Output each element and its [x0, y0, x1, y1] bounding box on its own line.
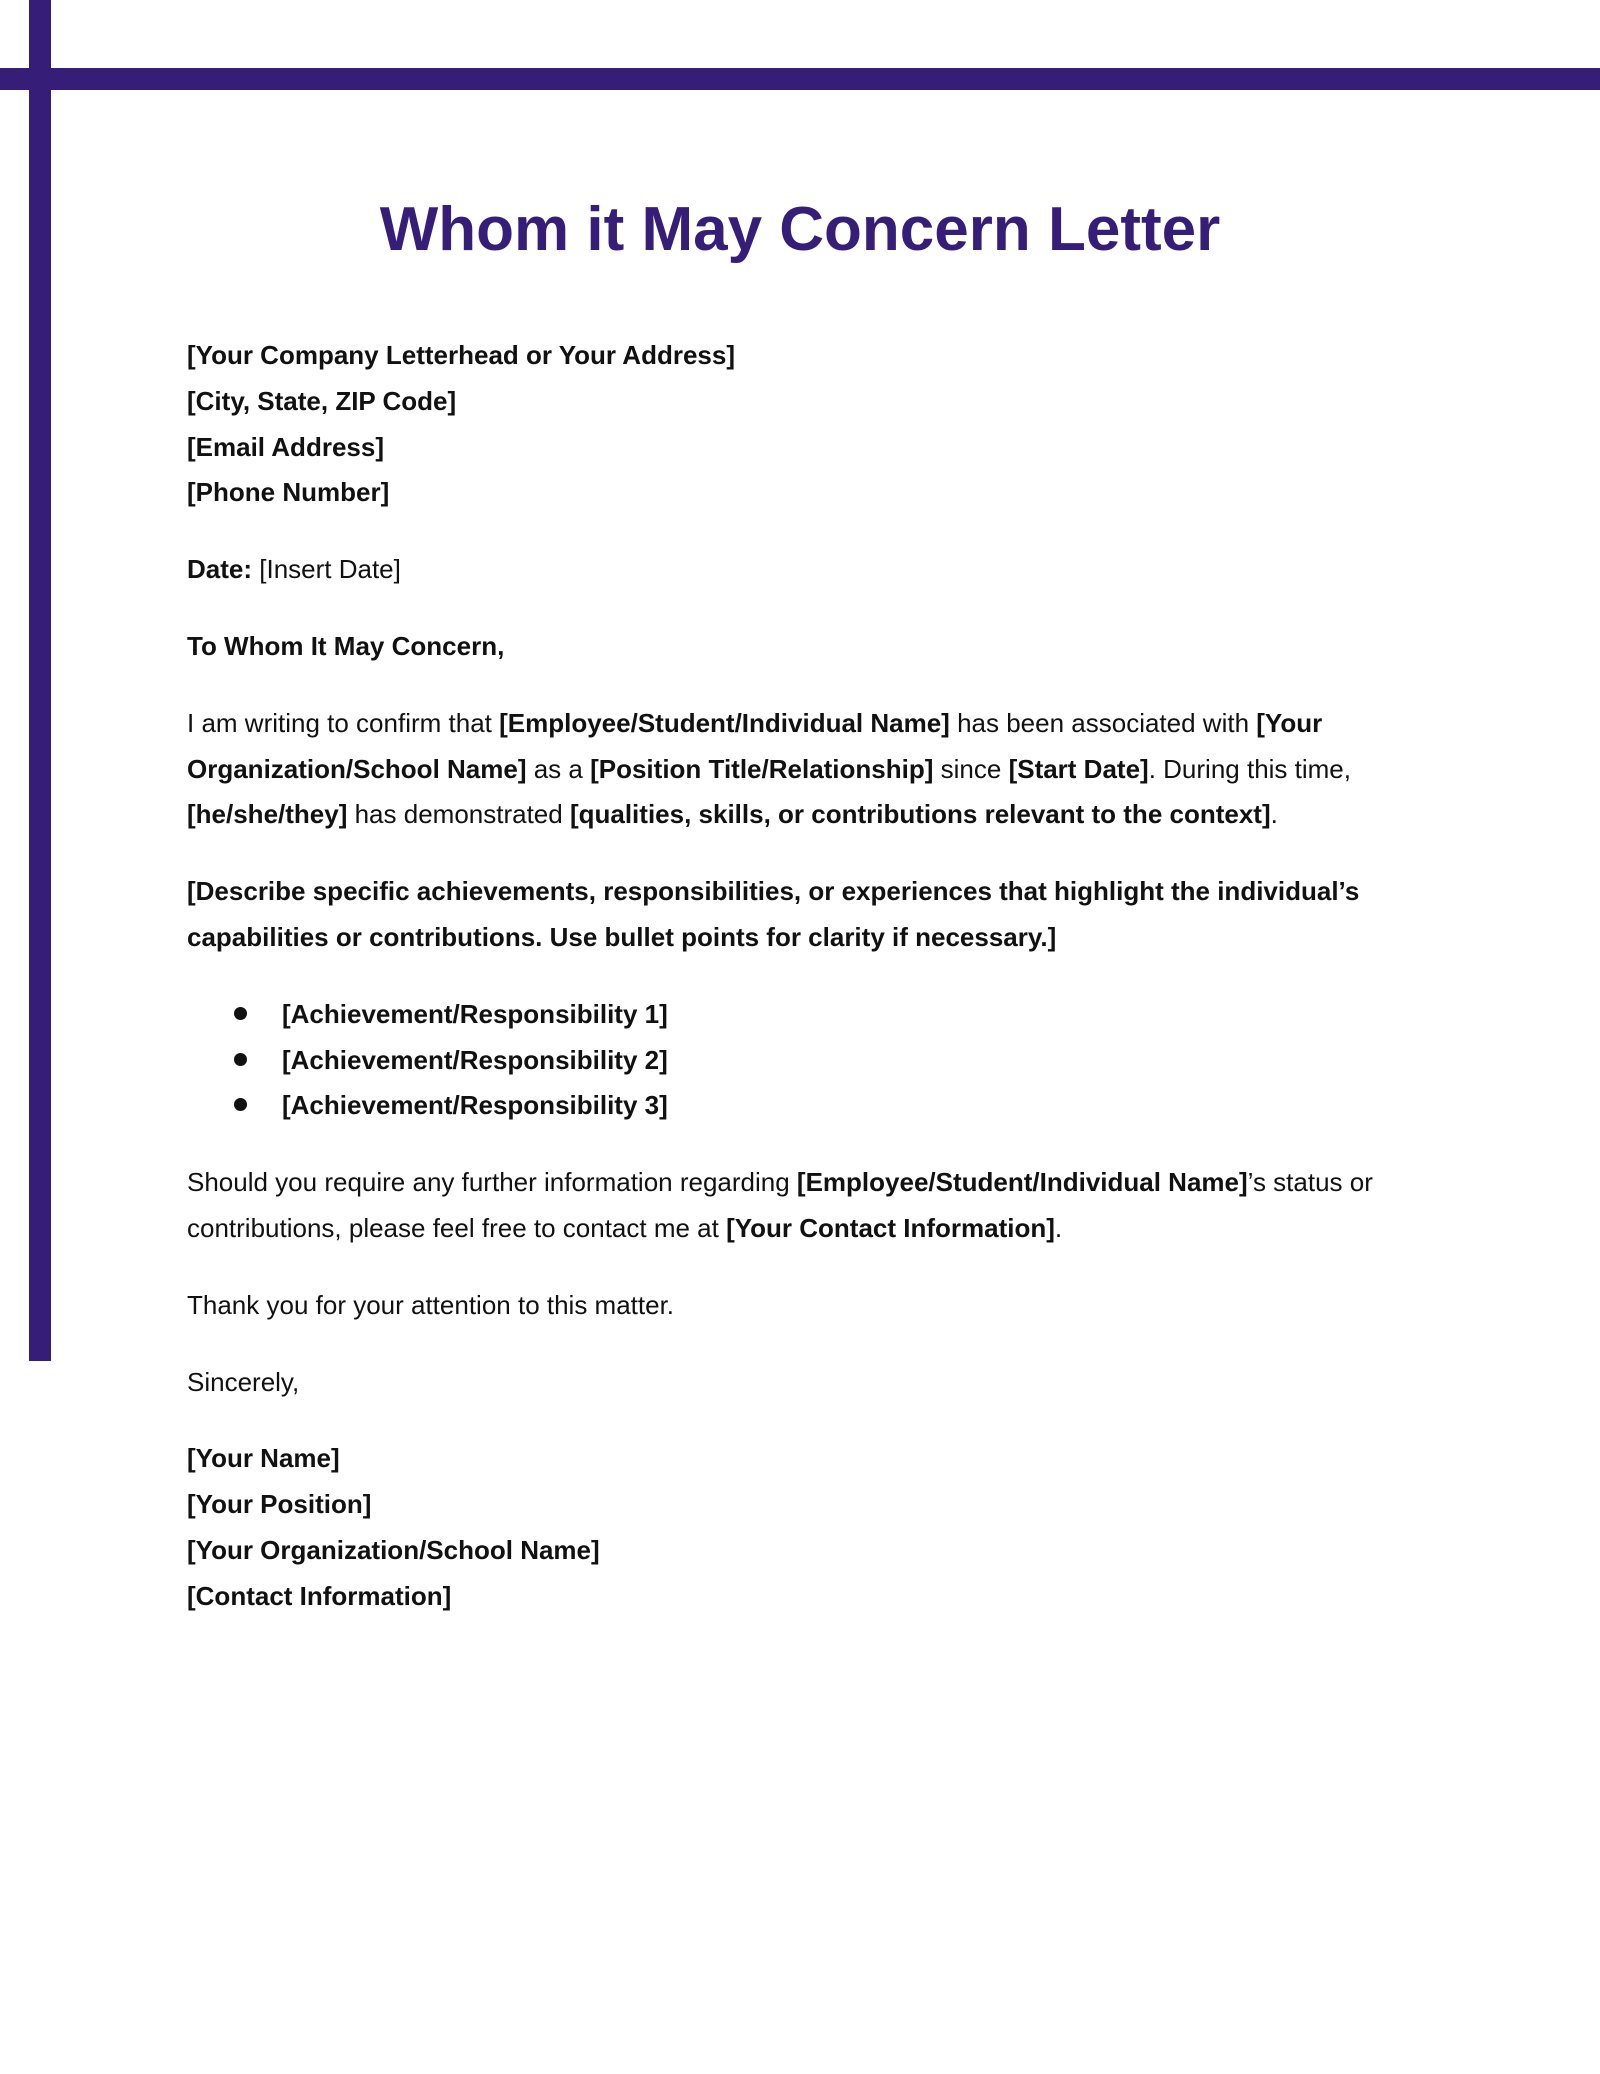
date-value: [Insert Date] — [259, 554, 401, 585]
text-segment: as a — [526, 753, 591, 784]
page-title: Whom it May Concern Letter — [379, 195, 1221, 264]
signature-line: [Your Name] — [187, 1443, 340, 1474]
placeholder-pronoun: [he/she/they] — [187, 799, 348, 830]
date-line — [187, 547, 1427, 593]
bullet-icon — [234, 1098, 247, 1111]
signature-line: [Contact Information] — [187, 1580, 452, 1611]
date-label: Date: — [187, 554, 253, 585]
sender-line: [City, State, ZIP Code] — [187, 385, 457, 416]
placeholder-individual-name: [Employee/Student/Individual Name] — [796, 1167, 1248, 1198]
achievement-text: [Achievement/Responsibility 2] — [282, 1044, 668, 1075]
text-segment: ’s status or contributions, please feel free to contact me at — [187, 1167, 1373, 1243]
placeholder-start-date: [Start Date] — [1008, 753, 1149, 784]
salutation — [187, 624, 1427, 670]
text-segment: . — [1270, 799, 1278, 830]
sender-line: [Email Address] — [187, 431, 384, 462]
sender-line: [Phone Number] — [187, 477, 390, 508]
paragraph-achievements-instructions — [187, 869, 1427, 961]
achievement-list — [187, 992, 1427, 1129]
text-segment: . During this time, — [1148, 753, 1351, 784]
paragraph-confirmation — [187, 701, 1427, 838]
list-item — [187, 1038, 1427, 1084]
placeholder-individual-name: [Employee/Student/Individual Name] — [499, 707, 950, 738]
top-accent-bar — [0, 68, 1600, 90]
sender-line: [Your Company Letterhead or Your Address] — [187, 340, 736, 370]
text-segment: I am writing to confirm that — [187, 707, 500, 738]
text-segment: Should you require any further information regarding — [187, 1167, 797, 1198]
salutation-text: To Whom It May Concern, — [187, 630, 505, 661]
list-item — [187, 1083, 1427, 1129]
signature-line: [Your Position] — [187, 1489, 372, 1520]
sender-address — [187, 333, 1427, 516]
text-segment: since — [933, 753, 1009, 784]
closing-line: Sincerely, — [187, 1366, 300, 1397]
achievement-text: [Achievement/Responsibility 3] — [282, 1090, 668, 1121]
paragraph-contact — [187, 1160, 1427, 1252]
text-segment: has been associated with — [949, 707, 1257, 738]
signature-line: [Your Organization/School Name] — [187, 1534, 600, 1565]
bullet-icon — [234, 1007, 247, 1020]
achievements-instruction-text: [Describe specific achievements, responsibilities, or experiences that highlight the individual’s capabilities or contributions. Use bullet points for clarity if necessary.] — [187, 876, 1360, 952]
text-segment: has demonstrated — [347, 799, 570, 830]
signature-block — [187, 1436, 1427, 1619]
placeholder-organization-name: [Your Organization/School Name] — [187, 707, 1323, 784]
bullet-icon — [234, 1053, 247, 1066]
letter-body — [187, 333, 1427, 1651]
placeholder-contact-information: [Your Contact Information] — [726, 1212, 1055, 1243]
achievement-text: [Achievement/Responsibility 1] — [282, 998, 668, 1029]
placeholder-qualities: [qualities, skills, or contributions relevant to the context] — [569, 799, 1271, 830]
list-item — [187, 992, 1427, 1038]
thanks-line: Thank you for your attention to this matter. — [187, 1289, 675, 1320]
text-segment: . — [1054, 1212, 1063, 1243]
placeholder-position-title: [Position Title/Relationship] — [590, 753, 934, 784]
